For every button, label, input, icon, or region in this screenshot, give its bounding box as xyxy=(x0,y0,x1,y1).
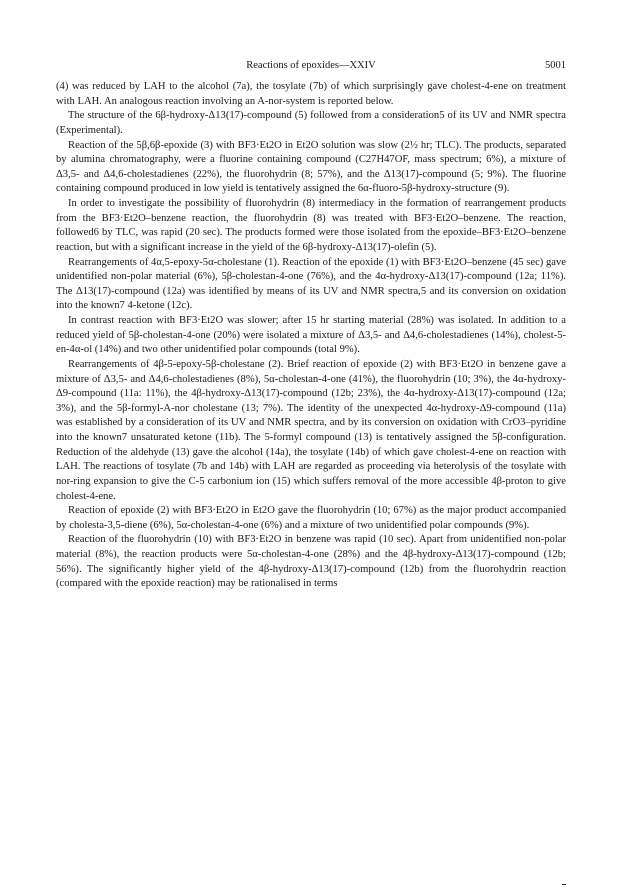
page-end-mark xyxy=(562,884,566,885)
paragraph: Rearrangements of 4β-5-epoxy-5β-cholestane (2). Brief reaction of epoxide (2) with BF3·Et2O in benzene gave a mixture of Δ3,5- and Δ4,6-cholestadienes (8%), 5α-cholestan-4-one (41%), the fluorohydrin (10; 3%), the 4α-hydroxy-Δ9-compound (11a: 11%), the 4β-hydroxy-Δ13(17)-compound (12b; 23%), the 4α-hydroxy-Δ13(17)-compound (12a; 3%), and the 5β-formyl-A-nor cholestane (13; 7%). The identity of the unexpected 4α-hydroxy-Δ9-compound (11a) was established by a consideration of its UV and NMR spectra, and by its conversion on oxidation with CrO3–pyridine into the known7 unsaturated ketone (11b). The 5-formyl compound (13) is tentatively assigned the 5β-configuration. Reduction of the aldehyde (13) gave the alcohol (14a), the tosylate (14b) of which gave cholest-4-ene on reaction with LAH. The reactions of tosylate (7b and 14b) with LAH are regarded as proceeding via heterolysis of the tosylate with nor-ring expansion to give the C-5 carbonium ion (15) which suffers removal of the more accessible 4β-proton to give cholest-4-ene. xyxy=(56,358,566,502)
paragraph: In order to investigate the possibility of fluorohydrin (8) intermediacy in the formation of rearrangement products from the BF3·Et2O–benzene reaction, the fluorohydrin (8) was treated with BF3·Et2O–benzene. The reaction, followed6 by TLC, was rapid (20 sec). The products formed were those isolated from the epoxide–BF3·Et2O–benzene reaction, but with a significant increase in the yield of the 6β-hydroxy-Δ13(17)-olefin (5). xyxy=(56,198,566,253)
paragraph: Reaction of the fluorohydrin (10) with BF3·Et2O in benzene was rapid (10 sec). Apart from unidentified non-polar material (8%), the reaction products were 5α-cholestan-4-one (28%) and the 4β-hydroxy-Δ13(17)-compound (12b; 56%). The significantly higher yield of the 4β-hydroxy-Δ13(17)-compound (12b) from the fluorohydrin reaction (compared with the epoxide reaction) may be rationalised in terms xyxy=(56,534,566,590)
article-body xyxy=(56,80,566,592)
running-head xyxy=(56,60,566,80)
page-number: 5001 xyxy=(545,60,566,71)
paragraph: Rearrangements of 4α,5-epoxy-5α-cholestane (1). Reaction of the epoxide (1) with BF3·Et2O–benzene (45 sec) gave unidentified non-polar material (6%), 5β-cholestan-4-one (76%), and the 4α-hydroxy-Δ13(17)-compound (12a; 11%). The Δ13(17)-compound (12a) was identified by means of its UV and NMR spectra,5 and its conversion on oxidation into the known7 4-ketone (12c). xyxy=(56,256,566,312)
paragraph: Reaction of epoxide (2) with BF3·Et2O in Et2O gave the fluorohydrin (10; 67%) as the major product accompanied by cholesta-3,5-diene (6%), 5α-cholestan-4-one (6%) and a mixture of two unidentified polar compounds (9%). xyxy=(56,505,566,531)
running-title: Reactions of epoxides—XXIV xyxy=(246,60,376,71)
paragraph: (4) was reduced by LAH to the alcohol (7a), the tosylate (7b) of which surprisingly gave cholest-4-ene on treatment with LAH. An analogous reaction involving an A-nor-system is reported below. xyxy=(56,81,566,107)
journal-page xyxy=(56,60,566,880)
paragraph: In contrast reaction with BF3·Et2O was slower; after 15 hr starting material (28%) was isolated. In addition to a reduced yield of 5β-cholestan-4-one (20%) were isolated a mixture of Δ3,5- and Δ4,6-cholestadienes (14%), cholest-5-en-4α-ol (14%) and two other unidentified polar compounds (total 9%). xyxy=(56,315,566,356)
paragraph: Reaction of the 5β,6β-epoxide (3) with BF3·Et2O in Et2O solution was slow (2½ hr; TLC). The products, separated by alumina chromatography, were a fluorine containing compound (C27H47OF, mass spectrum; 6%), a mixture of Δ3,5- and Δ4,6-cholestadienes (22%), the fluorohydrin (8; 57%), and the Δ13(17)-compound (5; 9%). The fluorine containing compound produced in low yield is tentatively assigned the 6α-fluoro-5β-hydroxy-structure (9). xyxy=(56,139,566,195)
paragraph: The structure of the 6β-hydroxy-Δ13(17)-compound (5) followed from a consideration5 of its UV and NMR spectra (Experimental). xyxy=(56,110,566,136)
